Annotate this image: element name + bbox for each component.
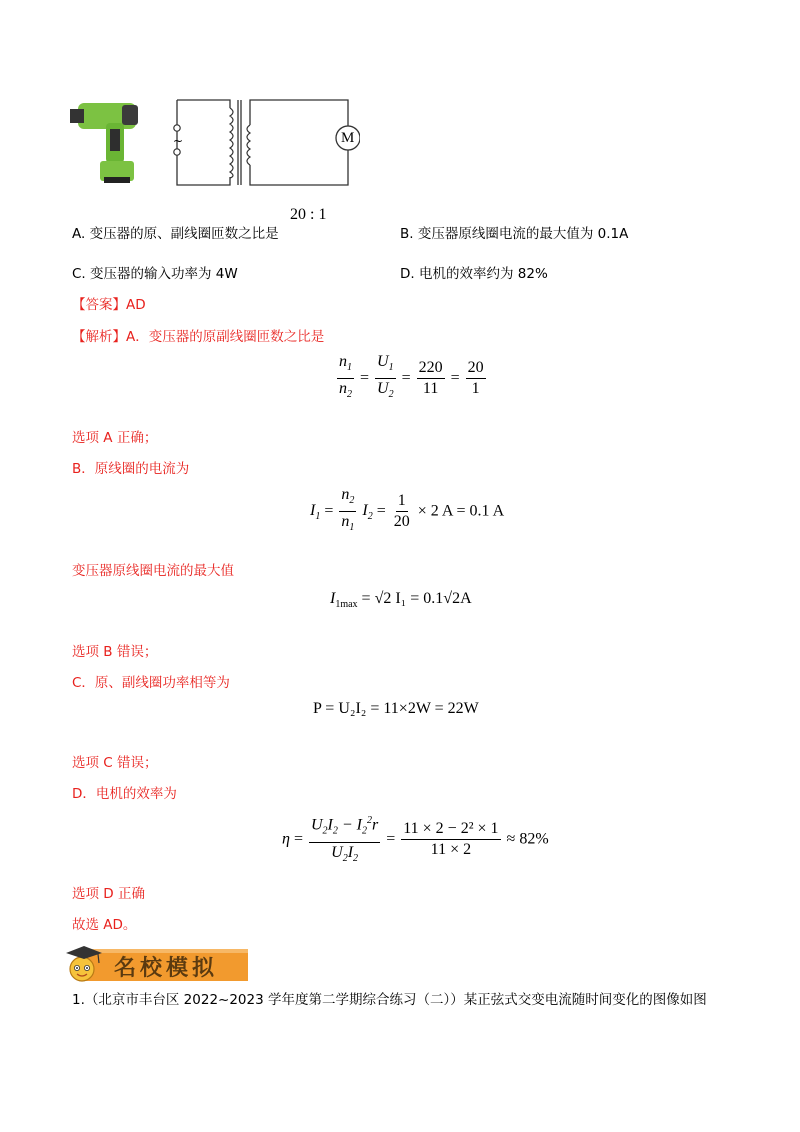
equation-turns-ratio: $\frac{n_1}{n_2}$ = $\frac{U_1}{U_2}$ = $\frac{220}{11}$ = $\frac{20}{1}$: [339, 353, 484, 401]
equation-max-current: $I_{1max} = √2$ I₁ = 0.1√2A: [330, 590, 472, 611]
section-title: 名校模拟: [114, 956, 219, 981]
analysis-d-intro: D．电机的效率为: [72, 786, 177, 802]
analysis-tag: 【解析】: [72, 329, 126, 345]
analysis-b-result: 选项 B 错误；: [72, 644, 158, 660]
analysis-d-result: 选项 D 正确: [72, 886, 145, 902]
analysis-c-intro: C．原、副线圈功率相等为: [72, 675, 230, 691]
answer-tag: 【答案】: [72, 297, 126, 313]
answer-value: AD: [126, 297, 146, 313]
answer-line: [72, 295, 146, 315]
equation-efficiency: η = $\frac{U_2I_2 - I_2^2r}{U_2I_2}$ = $\frac{\text{11 × 2 − 2² × 1}}{11 \times 2}$ ≈ 82%: [282, 812, 549, 868]
option-b: B. 变压器原线圈电流的最大值为 0.1A: [400, 226, 629, 242]
analysis-a-intro: 【解析】A．变压器的原副线圈匝数之比是: [72, 329, 325, 345]
ac-source-symbol: ~: [173, 134, 184, 148]
analysis-b-intro: B．原线圈的电流为: [72, 461, 190, 477]
option-d: D. 电机的效率约为 82%: [400, 266, 548, 282]
drill-transformer-diagram: [70, 95, 360, 190]
question-1: 1.（北京市丰台区 2022~2023 学年度第二学期综合练习（二））某正弦式交变电流随时间变化的图像如图: [72, 992, 707, 1008]
section-banner: [62, 943, 252, 985]
option-a: [72, 224, 279, 244]
option-c: C. 变压器的输入功率为 4W: [72, 266, 238, 282]
analysis-c-result: 选项 C 错误；: [72, 755, 158, 771]
option-a-label: A. 变压器的原、副线圈匝数之比是: [72, 226, 279, 242]
analysis-b-mid: 变压器原线圈电流的最大值: [72, 563, 234, 579]
equation-power: P = U₂I₂ = 11×2W = 22W: [313, 700, 479, 717]
circuit-figure: [70, 95, 360, 190]
drill-image: [70, 103, 138, 183]
student-mascot-icon: [62, 943, 104, 985]
analysis-final: 故选 AD。: [72, 917, 137, 933]
motor-label: M: [341, 130, 355, 146]
analysis-a-result: 选项 A 正确；: [72, 430, 158, 446]
equation-primary-current: $I_1$ = $\frac{n_2}{n_1}$ $I_2$ = $\frac{1}{20}$ × 2 A = 0.1 A: [310, 486, 505, 534]
option-a-ratio: 20 : 1: [290, 206, 327, 223]
